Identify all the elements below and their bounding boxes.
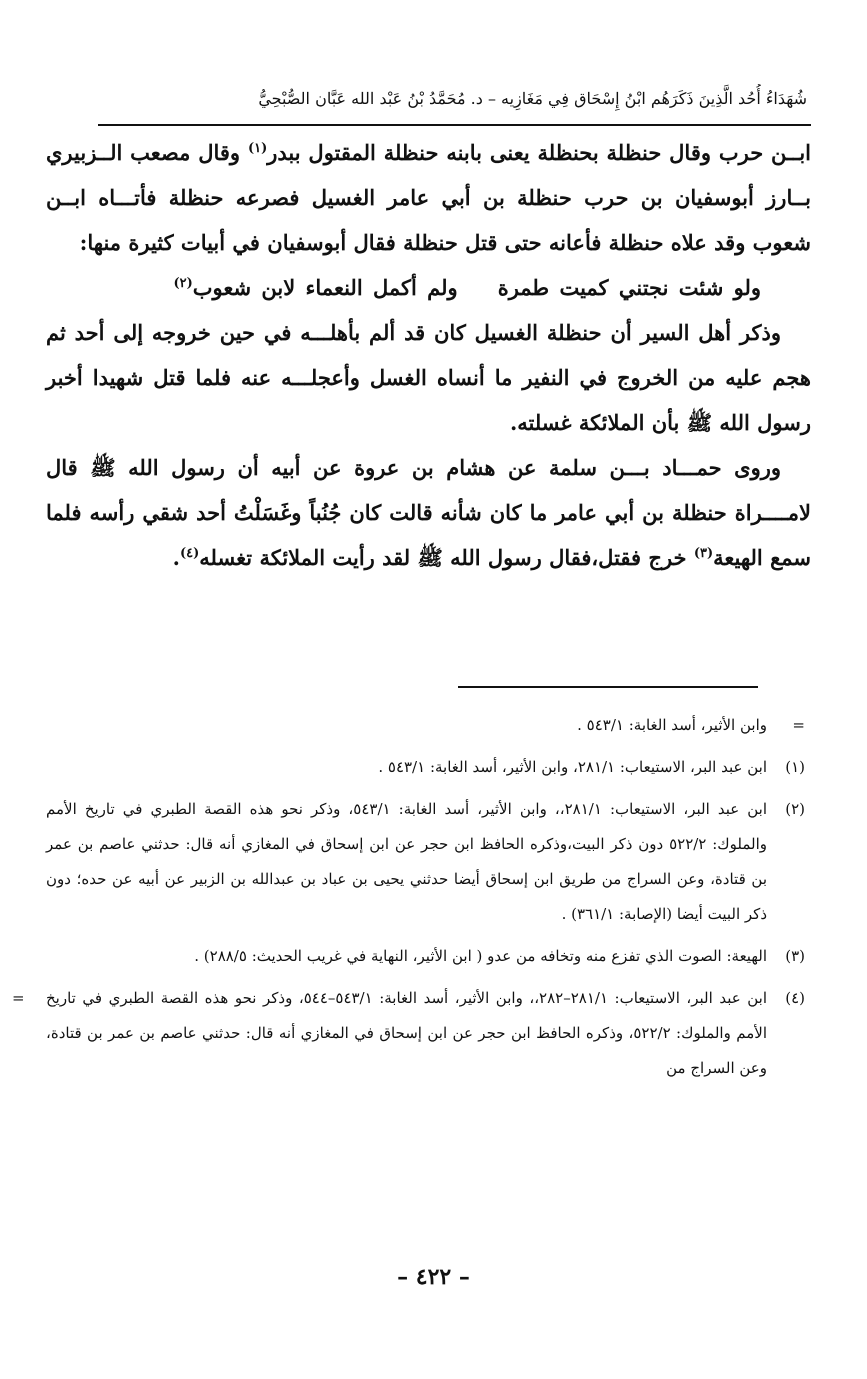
paragraph-3-text: وروى حمـــاد بـــن سلمة عن هشام بن عروة عن أبيه أن رسول الله ﷺ قال لامــــراة حنظلة بن أبي عامر ما كان شأنه قالت كان جُنُباً وغَسَلْتُ أحد شقي رأسه فلما سمع الهيعة — [46, 455, 811, 570]
footnote-text: ابن عبد البر، الاستيعاب: ٢٨١/١، وابن الأثير، أسد الغابة: ٥٤٣/١ . — [378, 758, 767, 776]
footnote-1 — [46, 750, 805, 785]
footnote-3 — [46, 939, 805, 974]
footnote-number: (٤) — [785, 989, 805, 1007]
footnote-number: (٢) — [785, 800, 805, 818]
footnote-ref-1: (١) — [247, 141, 268, 156]
footnote-number: (٣) — [785, 947, 805, 965]
paragraph-3 — [46, 445, 811, 580]
continued-mark: = — [792, 716, 805, 734]
footnote-4 — [12, 981, 805, 1086]
footnote-2 — [46, 792, 805, 932]
footnote-separator — [458, 686, 758, 688]
footnotes — [12, 708, 805, 1093]
paragraph-1-text: ابــن حرب وقال حنظلة بحنظلة يعنى بابنه حنظلة المقتول ببدر — [267, 140, 812, 165]
footnote-continued — [46, 708, 805, 743]
page-number: – ٤٢٢ – — [397, 1264, 470, 1290]
continues-mark: = — [12, 989, 25, 1007]
footnote-text: الهيعة: الصوت الذي تفزع منه وتخافه من عدو ( ابن الأثير، النهاية في غريب الحديث: ٢٨٨/٥) . — [194, 947, 767, 965]
paragraph-1-continuation: وقال مصعب الــزبيري بــارز أبوسفيان بن حرب حنظلة بن أبي عامر الغسيل فصرعه حنظلة فأتـــاه ابــن شعوب وقد علاه حنظلة فأعانه حتى قتل حنظلة فقال أبوسفيان في أبيات كثيرة منها: — [46, 140, 811, 255]
paragraph-1 — [46, 130, 811, 265]
main-text — [46, 130, 811, 580]
verse-first-hemistich: ولو شئت نجتني كميت طمرة — [497, 275, 761, 300]
running-header: شُهَدَاءُ أُحُد الَّذِينَ ذَكَرَهُم ابْنُ إِسْحَاق فِي مَغَازِيه – د. مُحَمَّدُ بْنُ عَبْد الله عَبَّان الصُّبْحِيُّ — [258, 89, 807, 108]
footnote-ref-4: (٤) — [179, 546, 200, 561]
paragraph-3-continuation: خرج فقتل،فقال رسول الله ﷺ لقد رأيت الملائكة تغسله — [199, 545, 694, 570]
footnote-text: ابن عبد البر، الاستيعاب: ٢٨١/١–٢٨٢،، وابن الأثير، أسد الغابة: ٥٤٣/١–٥٤٤، وذكر نحو هذه القصة الطبري في تاريخ الأمم والملوك: ٥٢٢/٢، وذكره الحافظ ابن حجر عن ابن إسحاق في المغازي أنه قال: حدثني عاصم بن عمر بن قتادة، وعن السراج من — [46, 989, 767, 1077]
paragraph-3-end: . — [172, 545, 180, 570]
header-rule — [98, 124, 811, 126]
poem-verse — [46, 265, 811, 310]
paragraph-2: وذكر أهل السير أن حنظلة الغسيل كان قد ألم بأهلـــه في حين خروجه إلى أحد ثم هجم عليه من الخروج في النفير ما أنساه الغسل وأعجلـــه عنه فلما قتل شهيدا أخبر رسول الله ﷺ بأن الملائكة غسلته. — [46, 320, 811, 435]
footnote-continued-text: وابن الأثير، أسد الغابة: ٥٤٣/١ . — [577, 716, 767, 734]
footnote-ref-3: (٣) — [693, 546, 714, 561]
footnote-number: (١) — [785, 758, 805, 776]
footnote-text: ابن عبد البر، الاستيعاب: ٢٨١/١،، وابن الأثير، أسد الغابة: ٥٤٣/١، وذكر نحو هذه القصة الطبري في تاريخ الأمم والملوك: ٥٢٢/٢ دون ذكر البيت،وذكره الحافظ ابن حجر عن ابن إسحاق في المغازي أنه قال: حدثني عاصم بن عمر بن قتادة، وعن السراج من طريق ابن إسحاق أيضا حدثني يحيى بن عباد بن عبدالله بن الزبير عن أبيه عن حده؛ دون ذكر البيت أيضا (الإصابة: ٣٦١/١) . — [46, 800, 768, 923]
verse-second-hemistich: ولم أكمل النعماء لابن شعوب — [192, 275, 458, 300]
footnote-ref-2: (٢) — [173, 276, 193, 291]
